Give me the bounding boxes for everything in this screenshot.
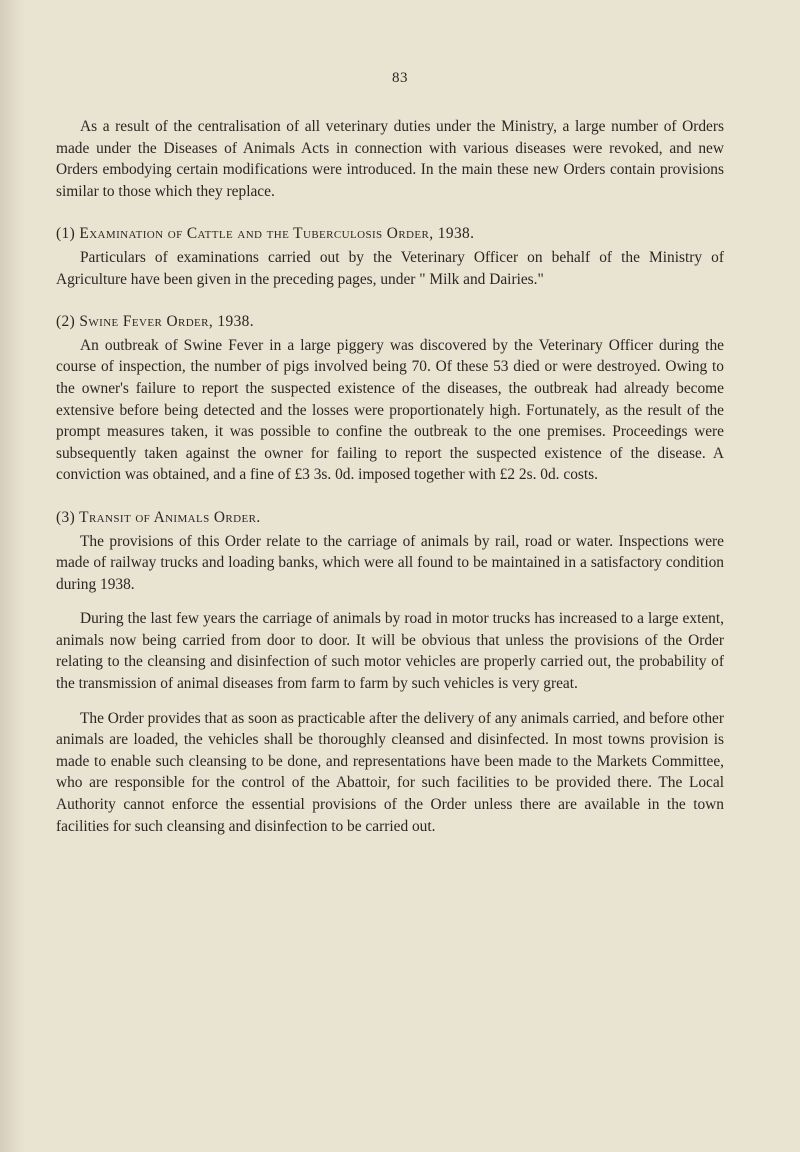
section-3-paragraph-2: During the last few years the carriage of animals by road in motor trucks has increased to a large extent, animals now being carried from door to door. It will be obvious that unless the provisions of the Order relating to the cleansing and disinfection of such motor vehicles are properly carried out, the probability of the transmission of animal diseases from farm to farm by such vehicles is very great.	[56, 610, 724, 693]
section-1-paragraph-1: Particulars of examinations carried out by the Veterinary Officer on behalf of the Ministry of Agriculture have been given in the preceding pages, under " Milk and Dairies."	[56, 248, 724, 288]
section-1-number: (1)	[56, 225, 76, 243]
section-2-number: (2)	[56, 313, 76, 331]
section-3-heading	[56, 507, 724, 529]
section-2-heading	[56, 311, 724, 333]
section-3-paragraph-1: The provisions of this Order relate to the carriage of animals by rail, road or water. Inspections were made of railway trucks and loading banks, which were all found to be maintained in a satisfactory condition during 1938.	[56, 532, 724, 593]
section-1-heading	[56, 223, 724, 245]
section-2-paragraph-1: An outbreak of Swine Fever in a large piggery was discovered by the Veterinary Officer during the course of inspection, the number of pigs involved being 70. Of these 53 died or were destroyed. Owing to the owner's failure to report the suspected existence of the diseases, the outbreak had already become extensive before being detected and the losses were proportionately high. Fortunately, as the result of the prompt measures taken, it was possible to confine the outbreak to the one premises. Proceedings were subsequently taken against the owner for failing to report the suspected existence of the disease. A conviction was obtained, and a fine of £3 3s. 0d. imposed together with £2 2s. 0d. costs.	[56, 336, 724, 484]
document-body	[56, 116, 724, 837]
section-3-title: Transit of Animals Order.	[79, 508, 261, 526]
section-2-title: Swine Fever Order, 1938.	[79, 313, 255, 331]
page-edge-shadow	[0, 0, 26, 1152]
section-1-title: Examination of Cattle and the Tuberculosis Order, 1938.	[79, 225, 475, 243]
section-3-paragraph-3: The Order provides that as soon as practicable after the delivery of any animals carried, and before other animals are loaded, the vehicles shall be thoroughly cleansed and disinfected. In most towns provision is made to enable such cleansing to be done, and representations have been made to the Markets Committee, who are responsible for the control of the Abattoir, for such facilities to be provided there. The Local Authority cannot enforce the essential provisions of the Order unless there are available in the town facilities for such cleansing and disinfection to be carried out.	[56, 709, 724, 835]
intro-paragraph: As a result of the centralisation of all veterinary duties under the Ministry, a large number of Orders made under the Diseases of Animals Acts in connection with various diseases were revoked, and new Orders embodying certain modifications were introduced. In the main these new Orders contain provisions similar to those which they replace.	[56, 118, 724, 200]
section-3-number: (3)	[56, 508, 76, 526]
page-number: 83	[392, 70, 408, 86]
